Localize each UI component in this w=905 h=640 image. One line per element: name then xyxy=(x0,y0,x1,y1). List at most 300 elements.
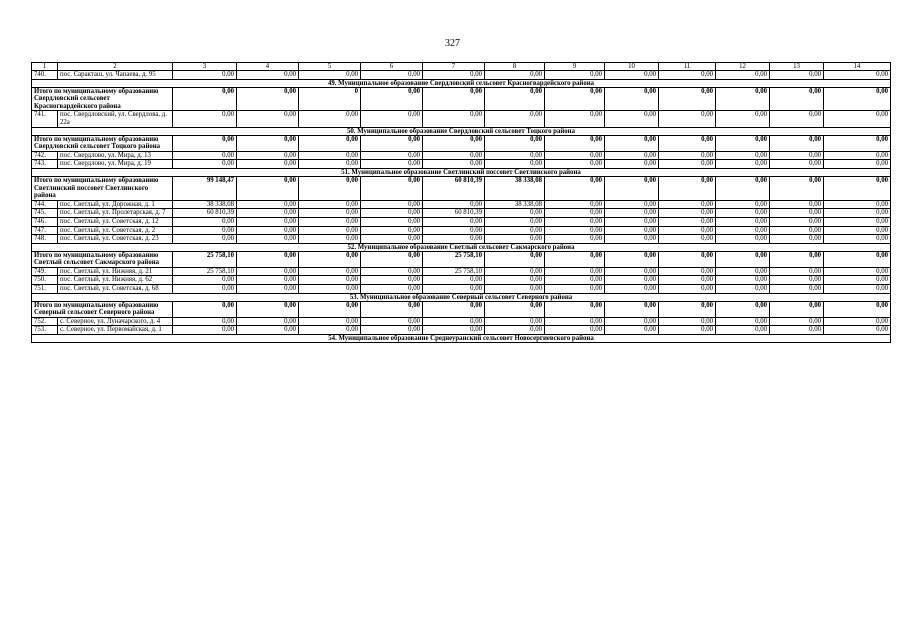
value-cell: 0,00 xyxy=(716,151,770,160)
value-cell: 0,00 xyxy=(173,71,237,80)
value-cell: 0,00 xyxy=(173,276,237,285)
section-title: 49. Муниципальное образование Свердловский сельсовет Красногвардейского района xyxy=(32,79,891,87)
value-cell: 0,00 xyxy=(361,160,423,169)
value-cell: 0,00 xyxy=(824,200,891,209)
value-cell: 0,00 xyxy=(659,235,716,244)
value-cell: 0,00 xyxy=(423,111,485,127)
value-cell: 0,00 xyxy=(716,87,770,111)
value-cell: 0,00 xyxy=(716,226,770,235)
total-label: Итого по муниципальному образованию Свердловский сельсовет Красногвардейского района xyxy=(32,87,173,111)
value-cell: 0,00 xyxy=(545,217,605,226)
value-cell: 0,00 xyxy=(659,111,716,127)
section-heading-row xyxy=(32,168,891,176)
value-cell: 0,00 xyxy=(605,235,659,244)
column-number-cell: 4 xyxy=(237,63,299,71)
total-label: Итого по муниципальному образованию Светлинский поссовет Светлинского района xyxy=(32,176,173,200)
value-cell: 0,00 xyxy=(824,176,891,200)
value-cell: 0,00 xyxy=(605,276,659,285)
value-cell: 0,00 xyxy=(659,135,716,151)
value-cell: 0,00 xyxy=(605,317,659,326)
value-cell: 0,00 xyxy=(770,326,824,335)
value-cell: 0,00 xyxy=(545,87,605,111)
value-cell: 0,00 xyxy=(770,267,824,276)
table-row xyxy=(32,209,891,218)
value-cell: 0,00 xyxy=(237,160,299,169)
value-cell: 0,00 xyxy=(237,226,299,235)
value-cell: 0,00 xyxy=(299,111,361,127)
value-cell: 0,00 xyxy=(299,251,361,267)
value-cell: 0,00 xyxy=(237,317,299,326)
value-cell: 0,00 xyxy=(545,251,605,267)
address-cell: пос. Светлый, ул. Советская, д. 23 xyxy=(58,235,173,244)
value-cell: 0,00 xyxy=(173,235,237,244)
value-cell: 0,00 xyxy=(545,267,605,276)
value-cell: 0,00 xyxy=(716,301,770,317)
value-cell: 0,00 xyxy=(299,267,361,276)
table-row xyxy=(32,160,891,169)
value-cell: 38 338,08 xyxy=(173,200,237,209)
value-cell: 0,00 xyxy=(770,301,824,317)
value-cell: 60 810,39 xyxy=(173,209,237,218)
table-row xyxy=(32,71,891,80)
section-title: 54. Муниципальное образование Среднеуранский сельсовет Новосергиевского района xyxy=(32,335,891,343)
value-cell: 0,00 xyxy=(716,326,770,335)
value-cell: 0,00 xyxy=(716,267,770,276)
value-cell: 0,00 xyxy=(485,135,545,151)
value-cell: 0,00 xyxy=(659,160,716,169)
column-number-cell: 11 xyxy=(659,63,716,71)
value-cell: 0,00 xyxy=(716,251,770,267)
value-cell: 0,00 xyxy=(716,217,770,226)
value-cell: 0,00 xyxy=(361,217,423,226)
value-cell: 0,00 xyxy=(716,200,770,209)
value-cell: 0,00 xyxy=(545,151,605,160)
table-row xyxy=(32,267,891,276)
table-row xyxy=(32,317,891,326)
value-cell: 0,00 xyxy=(659,326,716,335)
value-cell: 0,00 xyxy=(605,160,659,169)
value-cell: 0,00 xyxy=(824,301,891,317)
value-cell: 0,00 xyxy=(716,71,770,80)
value-cell: 0,00 xyxy=(545,317,605,326)
value-cell: 0,00 xyxy=(485,217,545,226)
section-heading-row xyxy=(32,127,891,135)
value-cell: 0,00 xyxy=(361,251,423,267)
value-cell: 0,00 xyxy=(361,326,423,335)
value-cell: 0,00 xyxy=(485,326,545,335)
value-cell: 0,00 xyxy=(770,276,824,285)
value-cell: 0,00 xyxy=(770,317,824,326)
value-cell: 0,00 xyxy=(770,251,824,267)
value-cell: 60 810,39 xyxy=(423,176,485,200)
value-cell: 0,00 xyxy=(237,285,299,294)
value-cell: 0,00 xyxy=(824,87,891,111)
value-cell: 0,00 xyxy=(361,111,423,127)
table-row xyxy=(32,276,891,285)
value-cell: 0,00 xyxy=(423,226,485,235)
value-cell: 0,00 xyxy=(605,301,659,317)
data-table xyxy=(31,62,891,343)
row-number: 752. xyxy=(32,317,58,326)
value-cell: 0,00 xyxy=(299,135,361,151)
value-cell: 0,00 xyxy=(716,160,770,169)
value-cell: 0,00 xyxy=(605,285,659,294)
value-cell: 0,00 xyxy=(361,301,423,317)
total-row xyxy=(32,135,891,151)
value-cell: 0,00 xyxy=(716,285,770,294)
table-row xyxy=(32,111,891,127)
value-cell: 0,00 xyxy=(485,151,545,160)
value-cell: 0,00 xyxy=(485,301,545,317)
value-cell: 60 810,39 xyxy=(423,209,485,218)
row-number: 751. xyxy=(32,285,58,294)
address-cell: с. Северное, ул. Первомайская, д. 1 xyxy=(58,326,173,335)
column-number-cell: 13 xyxy=(770,63,824,71)
value-cell: 0,00 xyxy=(173,326,237,335)
value-cell: 0,00 xyxy=(485,160,545,169)
value-cell: 0,00 xyxy=(423,301,485,317)
section-heading-row xyxy=(32,79,891,87)
column-number-cell: 7 xyxy=(423,63,485,71)
value-cell: 25 758,10 xyxy=(423,251,485,267)
value-cell: 0,00 xyxy=(770,71,824,80)
value-cell: 0,00 xyxy=(545,301,605,317)
row-number: 745. xyxy=(32,209,58,218)
column-number-cell: 14 xyxy=(824,63,891,71)
value-cell: 0,00 xyxy=(237,276,299,285)
total-row xyxy=(32,176,891,200)
value-cell: 0,00 xyxy=(173,285,237,294)
address-cell: пос. Светлый, ул. Советская, д. 68 xyxy=(58,285,173,294)
value-cell: 0,00 xyxy=(299,235,361,244)
value-cell: 0,00 xyxy=(545,176,605,200)
value-cell: 99 148,47 xyxy=(173,176,237,200)
address-cell: пос. Свердлово, ул. Мира, д. 19 xyxy=(58,160,173,169)
value-cell: 0,00 xyxy=(237,87,299,111)
row-number: 743. xyxy=(32,160,58,169)
value-cell: 0,00 xyxy=(485,267,545,276)
value-cell: 0,00 xyxy=(824,276,891,285)
value-cell: 0,00 xyxy=(659,209,716,218)
address-cell: пос. Светлый, ул. Советская, д. 2 xyxy=(58,226,173,235)
value-cell: 0,00 xyxy=(173,111,237,127)
value-cell: 0,00 xyxy=(361,276,423,285)
value-cell: 0,00 xyxy=(299,276,361,285)
address-cell: пос. Светлый, ул. Нижняя, д. 62 xyxy=(58,276,173,285)
value-cell: 0,00 xyxy=(824,267,891,276)
value-cell: 0,00 xyxy=(605,217,659,226)
value-cell: 0,00 xyxy=(361,209,423,218)
value-cell: 0,00 xyxy=(824,209,891,218)
row-number: 742. xyxy=(32,151,58,160)
column-number-cell: 10 xyxy=(605,63,659,71)
value-cell: 0,00 xyxy=(423,276,485,285)
address-cell: пос. Свердловский, ул. Свердлова, д. 22а xyxy=(58,111,173,127)
row-number: 749. xyxy=(32,267,58,276)
value-cell: 0,00 xyxy=(605,209,659,218)
value-cell: 0,00 xyxy=(716,209,770,218)
row-number: 750. xyxy=(32,276,58,285)
value-cell: 0,00 xyxy=(824,217,891,226)
value-cell: 0,00 xyxy=(237,301,299,317)
value-cell: 0,00 xyxy=(716,317,770,326)
value-cell: 0,00 xyxy=(605,251,659,267)
value-cell: 0,00 xyxy=(173,151,237,160)
value-cell: 0,00 xyxy=(545,209,605,218)
value-cell: 0,00 xyxy=(361,235,423,244)
value-cell: 0,00 xyxy=(545,285,605,294)
section-heading-row xyxy=(32,243,891,251)
value-cell: 25 758,10 xyxy=(173,251,237,267)
value-cell: 0,00 xyxy=(545,111,605,127)
value-cell: 0,00 xyxy=(770,111,824,127)
value-cell: 0,00 xyxy=(659,276,716,285)
value-cell: 0,00 xyxy=(299,217,361,226)
value-cell: 0,00 xyxy=(605,71,659,80)
value-cell: 0,00 xyxy=(423,151,485,160)
value-cell: 0,00 xyxy=(659,251,716,267)
value-cell: 0,00 xyxy=(770,160,824,169)
value-cell: 0,00 xyxy=(770,209,824,218)
value-cell: 0,00 xyxy=(423,71,485,80)
table-row xyxy=(32,326,891,335)
value-cell: 0,00 xyxy=(770,151,824,160)
value-cell: 0,00 xyxy=(173,135,237,151)
value-cell: 0,00 xyxy=(299,326,361,335)
value-cell: 0,00 xyxy=(299,160,361,169)
value-cell: 0,00 xyxy=(659,151,716,160)
value-cell: 0,00 xyxy=(237,200,299,209)
value-cell: 0,00 xyxy=(770,176,824,200)
value-cell: 0,00 xyxy=(659,301,716,317)
value-cell: 0,00 xyxy=(423,235,485,244)
column-number-cell: 9 xyxy=(545,63,605,71)
page-number: 327 xyxy=(445,38,460,49)
value-cell: 0,00 xyxy=(824,235,891,244)
value-cell: 0,00 xyxy=(824,226,891,235)
value-cell: 0,00 xyxy=(824,111,891,127)
value-cell: 38 338,08 xyxy=(485,200,545,209)
value-cell: 0,00 xyxy=(423,160,485,169)
value-cell: 0,00 xyxy=(605,87,659,111)
table-row xyxy=(32,151,891,160)
value-cell: 0,00 xyxy=(605,135,659,151)
value-cell: 0,00 xyxy=(659,317,716,326)
column-number-cell: 12 xyxy=(716,63,770,71)
value-cell: 0,00 xyxy=(605,111,659,127)
column-number-cell: 2 xyxy=(58,63,173,71)
section-title: 51. Муниципальное образование Светлинский поссовет Светлинского района xyxy=(32,168,891,176)
total-label: Итого по муниципальному образованию Свердловский сельсовет Тоцкого района xyxy=(32,135,173,151)
value-cell: 0,00 xyxy=(824,326,891,335)
value-cell: 0,00 xyxy=(299,71,361,80)
value-cell: 0,00 xyxy=(237,267,299,276)
value-cell: 0,00 xyxy=(545,235,605,244)
value-cell: 0,00 xyxy=(299,151,361,160)
value-cell: 0,00 xyxy=(605,267,659,276)
value-cell: 0,00 xyxy=(545,326,605,335)
value-cell: 0,00 xyxy=(361,151,423,160)
value-cell: 0,00 xyxy=(485,209,545,218)
value-cell: 0 xyxy=(299,87,361,111)
table-row xyxy=(32,285,891,294)
value-cell: 0,00 xyxy=(361,200,423,209)
column-number-cell: 6 xyxy=(361,63,423,71)
column-number-cell: 5 xyxy=(299,63,361,71)
address-cell: с. Северное, ул. Луначарского, д. 4 xyxy=(58,317,173,326)
value-cell: 0,00 xyxy=(485,71,545,80)
value-cell: 0,00 xyxy=(299,301,361,317)
value-cell: 0,00 xyxy=(299,209,361,218)
value-cell: 0,00 xyxy=(299,285,361,294)
section-heading-row xyxy=(32,335,891,343)
value-cell: 0,00 xyxy=(423,135,485,151)
value-cell: 0,00 xyxy=(545,276,605,285)
value-cell: 0,00 xyxy=(824,151,891,160)
value-cell: 0,00 xyxy=(361,317,423,326)
value-cell: 0,00 xyxy=(361,267,423,276)
value-cell: 0,00 xyxy=(824,285,891,294)
value-cell: 0,00 xyxy=(423,285,485,294)
value-cell: 0,00 xyxy=(824,251,891,267)
value-cell: 0,00 xyxy=(485,251,545,267)
value-cell: 0,00 xyxy=(485,226,545,235)
row-number: 746. xyxy=(32,217,58,226)
section-title: 53. Муниципальное образование Северный сельсовет Северного района xyxy=(32,293,891,301)
column-numbers-row xyxy=(32,63,891,71)
section-heading-row xyxy=(32,293,891,301)
value-cell: 0,00 xyxy=(361,285,423,294)
value-cell: 0,00 xyxy=(237,326,299,335)
address-cell: пос. Саракташ, ул. Чапаева, д. 95 xyxy=(58,71,173,80)
value-cell: 0,00 xyxy=(485,235,545,244)
value-cell: 0,00 xyxy=(173,160,237,169)
value-cell: 0,00 xyxy=(237,217,299,226)
value-cell: 0,00 xyxy=(824,71,891,80)
value-cell: 0,00 xyxy=(605,200,659,209)
value-cell: 0,00 xyxy=(716,135,770,151)
value-cell: 0,00 xyxy=(659,217,716,226)
value-cell: 0,00 xyxy=(824,160,891,169)
total-row xyxy=(32,301,891,317)
value-cell: 0,00 xyxy=(237,151,299,160)
value-cell: 38 338,08 xyxy=(485,176,545,200)
value-cell: 0,00 xyxy=(716,276,770,285)
value-cell: 0,00 xyxy=(299,200,361,209)
value-cell: 0,00 xyxy=(423,317,485,326)
value-cell: 0,00 xyxy=(659,71,716,80)
row-number: 744. xyxy=(32,200,58,209)
address-cell: пос. Светлый, ул. Нижняя, д. 21 xyxy=(58,267,173,276)
value-cell: 0,00 xyxy=(237,176,299,200)
value-cell: 0,00 xyxy=(361,71,423,80)
value-cell: 0,00 xyxy=(770,87,824,111)
value-cell: 0,00 xyxy=(770,235,824,244)
value-cell: 0,00 xyxy=(173,317,237,326)
table-row xyxy=(32,235,891,244)
value-cell: 0,00 xyxy=(770,135,824,151)
value-cell: 0,00 xyxy=(423,200,485,209)
value-cell: 0,00 xyxy=(423,326,485,335)
row-number: 747. xyxy=(32,226,58,235)
value-cell: 0,00 xyxy=(361,226,423,235)
column-number-cell: 8 xyxy=(485,63,545,71)
value-cell: 0,00 xyxy=(361,176,423,200)
value-cell: 0,00 xyxy=(770,217,824,226)
value-cell: 0,00 xyxy=(299,226,361,235)
total-row xyxy=(32,87,891,111)
table-row xyxy=(32,226,891,235)
value-cell: 0,00 xyxy=(237,111,299,127)
value-cell: 0,00 xyxy=(485,317,545,326)
value-cell: 0,00 xyxy=(173,301,237,317)
value-cell: 0,00 xyxy=(545,160,605,169)
value-cell: 0,00 xyxy=(545,71,605,80)
value-cell: 0,00 xyxy=(659,226,716,235)
value-cell: 0,00 xyxy=(545,226,605,235)
row-number: 740. xyxy=(32,71,58,80)
column-number-cell: 1 xyxy=(32,63,58,71)
address-cell: пос. Светлый, ул. Советская, д. 12 xyxy=(58,217,173,226)
value-cell: 0,00 xyxy=(173,226,237,235)
value-cell: 0,00 xyxy=(716,176,770,200)
value-cell: 0,00 xyxy=(545,200,605,209)
address-cell: пос. Свердлово, ул. Мира, д. 13 xyxy=(58,151,173,160)
address-cell: пос. Светлый, ул. Дорожная, д. 1 xyxy=(58,200,173,209)
value-cell: 0,00 xyxy=(605,151,659,160)
value-cell: 0,00 xyxy=(659,267,716,276)
value-cell: 0,00 xyxy=(605,176,659,200)
value-cell: 0,00 xyxy=(716,111,770,127)
value-cell: 0,00 xyxy=(173,217,237,226)
value-cell: 0,00 xyxy=(485,111,545,127)
value-cell: 0,00 xyxy=(605,326,659,335)
value-cell: 0,00 xyxy=(770,285,824,294)
value-cell: 0,00 xyxy=(659,87,716,111)
value-cell: 0,00 xyxy=(605,226,659,235)
value-cell: 0,00 xyxy=(237,135,299,151)
value-cell: 0,00 xyxy=(824,135,891,151)
section-title: 52. Муниципальное образование Светлый сельсовет Сакмарского района xyxy=(32,243,891,251)
total-row xyxy=(32,251,891,267)
section-title: 50. Муниципальное образование Свердловский сельсовет Тоцкого района xyxy=(32,127,891,135)
value-cell: 0,00 xyxy=(299,176,361,200)
value-cell: 0,00 xyxy=(299,317,361,326)
value-cell: 25 758,10 xyxy=(423,267,485,276)
value-cell: 25 758,10 xyxy=(173,267,237,276)
value-cell: 0,00 xyxy=(770,226,824,235)
value-cell: 0,00 xyxy=(716,235,770,244)
value-cell: 0,00 xyxy=(237,209,299,218)
row-number: 741. xyxy=(32,111,58,127)
table-row xyxy=(32,200,891,209)
value-cell: 0,00 xyxy=(361,135,423,151)
row-number: 753. xyxy=(32,326,58,335)
value-cell: 0,00 xyxy=(824,317,891,326)
value-cell: 0,00 xyxy=(237,251,299,267)
value-cell: 0,00 xyxy=(659,285,716,294)
total-label: Итого по муниципальному образованию Светлый сельсовет Сакмарского района xyxy=(32,251,173,267)
total-label: Итого по муниципальному образованию Северный сельсовет Северного района xyxy=(32,301,173,317)
value-cell: 0,00 xyxy=(659,200,716,209)
value-cell: 0,00 xyxy=(237,71,299,80)
value-cell: 0,00 xyxy=(423,217,485,226)
value-cell: 0,00 xyxy=(361,87,423,111)
value-cell: 0,00 xyxy=(173,87,237,111)
value-cell: 0,00 xyxy=(237,235,299,244)
value-cell: 0,00 xyxy=(423,87,485,111)
column-number-cell: 3 xyxy=(173,63,237,71)
